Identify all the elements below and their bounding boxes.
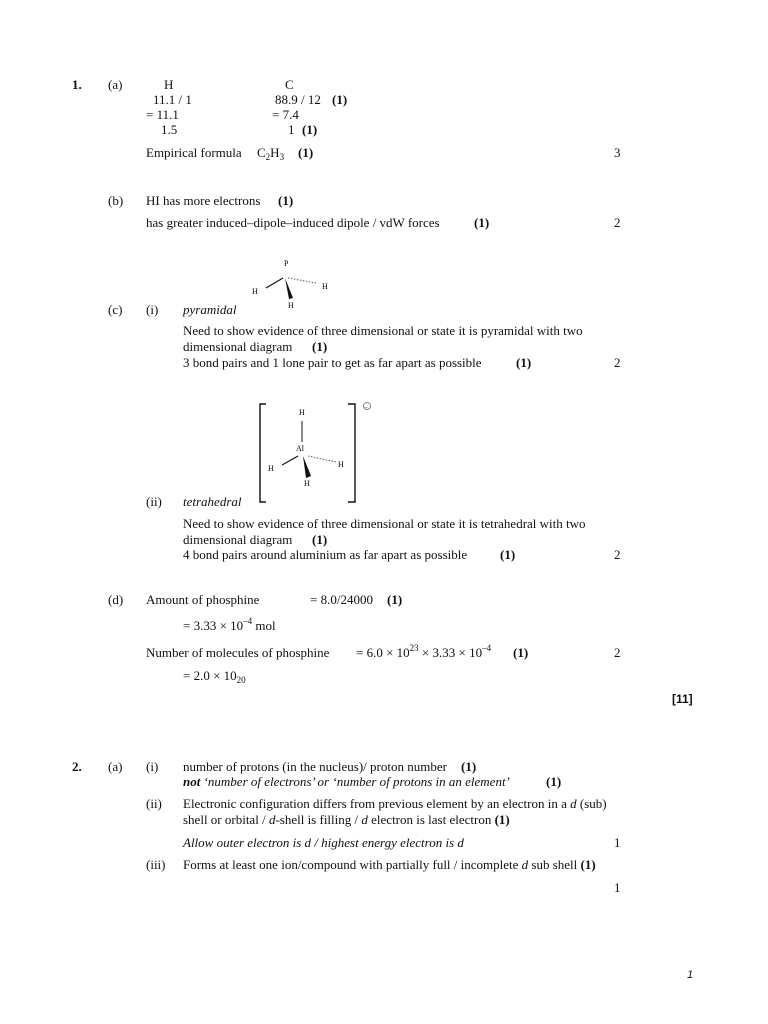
- q1a-c-head: C: [285, 77, 294, 92]
- q2-number: 2.: [72, 759, 82, 774]
- q2a-iii-label: (iii): [146, 857, 166, 872]
- ion-h-bottom: H: [304, 479, 310, 488]
- q1d-line3-value: = $6.0 \times 10^{23} \times 3.33 \times 10^{-4}$: [356, 643, 492, 660]
- q1b-line2: has greater induced–dipole–induced dipole / vdW forces: [146, 215, 440, 230]
- q1b-label: (b): [108, 193, 124, 208]
- q2a-ii-marks-total: 1: [614, 835, 621, 850]
- q2a-ii-allow: Allow outer electron is d / highest energy electron is d: [183, 835, 464, 850]
- q1c-i-mark-1: (1): [312, 339, 328, 354]
- q1a-h-result: = 11.1: [146, 107, 179, 122]
- q1-number: 1.: [72, 77, 82, 92]
- q1d-line4: = $2.0 \times 10_{20}$: [183, 668, 246, 685]
- tetrahedral-ion-diagram: [256, 398, 376, 508]
- q1-total: [11]: [672, 692, 693, 706]
- q1a-empirical-formula: $C_2H_3$: [257, 145, 285, 162]
- ion-h-right: H: [338, 460, 344, 469]
- ion-charge: –: [364, 404, 368, 411]
- q1d-line1-label: Amount of phosphine: [146, 592, 260, 607]
- q2a-ii-line1: Electronic configuration differs from previous element by an electron in a d (sub): [183, 796, 607, 811]
- q1c-i-line2: dimensional diagram: [183, 339, 293, 354]
- page-number: 1: [687, 969, 694, 981]
- q1b-marks-total: 2: [614, 215, 621, 230]
- ion-central-atom: Al: [296, 444, 304, 453]
- q1a-h-ratio: 11.1 / 1: [153, 92, 192, 107]
- q1d-line1-value: = 8.0/24000: [310, 592, 373, 607]
- q1c-i-marks-total: 2: [614, 355, 621, 370]
- q1b-line1: HI has more electrons: [146, 193, 261, 208]
- q1a-mark-3: (1): [298, 145, 314, 160]
- pyramidal-molecule-diagram: [246, 256, 336, 316]
- q2a-i-line1: number of protons (in the nucleus)/ proton number: [183, 759, 447, 774]
- diagram-h-bottom: H: [288, 301, 294, 310]
- q1c-ii-marks-total: 2: [614, 547, 621, 562]
- q1a-mark-1: (1): [332, 92, 348, 107]
- q1a-h-head: H: [164, 77, 174, 92]
- q1c-ii-line2: dimensional diagram: [183, 532, 293, 547]
- q2a-ii-line2: shell or orbital / d-shell is filling / d electron is last electron (1): [183, 812, 510, 827]
- q1a-h-simple: 1.5: [161, 122, 178, 137]
- q1d-marks-total: 2: [614, 645, 621, 660]
- ion-h-left: H: [268, 464, 274, 473]
- diagram-h-right: H: [322, 282, 328, 291]
- q1a-c-result: = 7.4: [272, 107, 299, 122]
- q1d-line2: = $3.33 \times 10^{-4}$ mol: [183, 616, 276, 633]
- q1d-mark-1: (1): [387, 592, 403, 607]
- q2a-iii-line1: Forms at least one ion/compound with partially full / incomplete d sub shell (1): [183, 857, 596, 872]
- q1d-mark-2: (1): [513, 645, 529, 660]
- q1c-ii-line1: Need to show evidence of three dimensional or state it is tetrahedral with two: [183, 516, 586, 531]
- diagram-h-left: H: [252, 287, 258, 296]
- q2a-i-mark-2: (1): [546, 774, 562, 789]
- q1a-marks-total: 3: [614, 145, 621, 160]
- q2a-i-line2: not ‘number of electrons’ or ‘number of protons in an element’: [183, 774, 510, 789]
- q1c-i-mark-2: (1): [516, 355, 532, 370]
- q2a-i-mark-1: (1): [461, 759, 477, 774]
- q2a-ii-label: (ii): [146, 796, 162, 811]
- q1a-empirical-label: Empirical formula: [146, 145, 242, 160]
- q2a-iii-marks-total: 1: [614, 880, 621, 895]
- q1a-c-ratio: 88.9 / 12: [275, 92, 321, 107]
- q2a-label: (a): [108, 759, 123, 774]
- ion-h-top: H: [299, 408, 305, 417]
- q1c-ii-label: (ii): [146, 494, 162, 509]
- q2a-i-label: (i): [146, 759, 159, 774]
- q1c-i-line3: 3 bond pairs and 1 lone pair to get as far apart as possible: [183, 355, 482, 370]
- q1a-label: (a): [108, 77, 123, 92]
- q1b-mark-1: (1): [278, 193, 294, 208]
- q1b-mark-2: (1): [474, 215, 490, 230]
- q1a-mark-2: (1): [302, 122, 318, 137]
- q1c-i-line1: Need to show evidence of three dimensional or state it is pyramidal with two: [183, 323, 583, 338]
- q1c-i-label: (i): [146, 302, 159, 317]
- diagram-central-atom: P: [284, 259, 289, 268]
- q1c-ii-mark-2: (1): [500, 547, 516, 562]
- q1c-i-shape: pyramidal: [183, 302, 237, 317]
- q1c-ii-shape: tetrahedral: [183, 494, 242, 509]
- q1d-label: (d): [108, 592, 124, 607]
- q1a-c-simple: 1: [288, 122, 295, 137]
- q1c-ii-mark-1: (1): [312, 532, 328, 547]
- q1c-label: (c): [108, 302, 123, 317]
- q1c-ii-line3: 4 bond pairs around aluminium as far apart as possible: [183, 547, 468, 562]
- q1d-line3-label: Number of molecules of phosphine: [146, 645, 330, 660]
